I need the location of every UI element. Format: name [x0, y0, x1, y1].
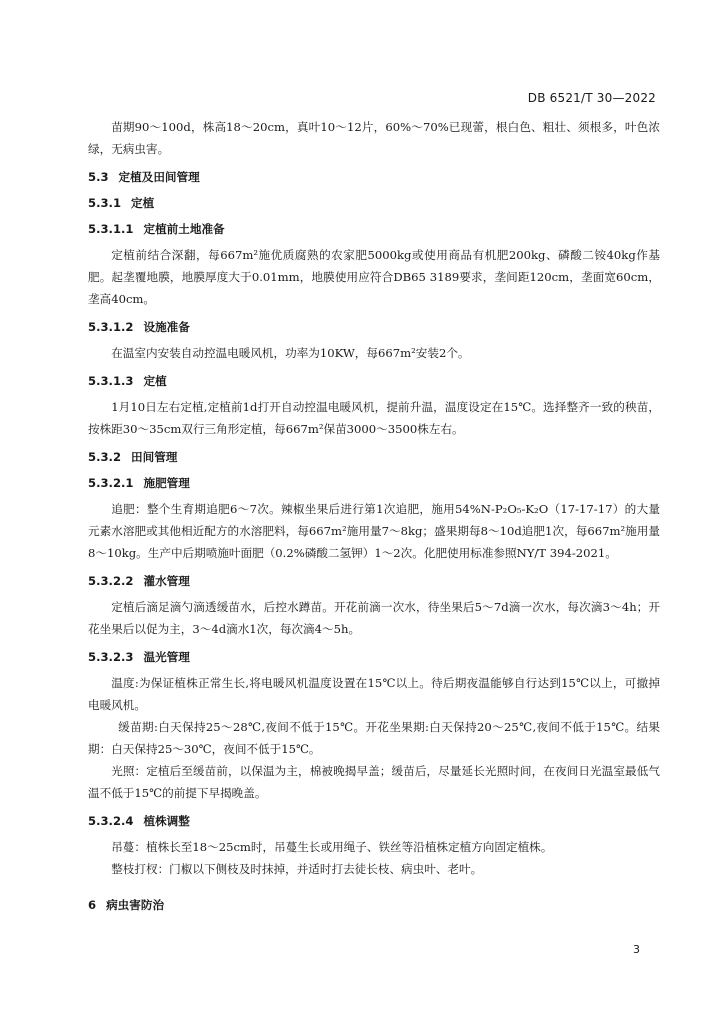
heading-number: 5.3.2.2 — [88, 574, 134, 588]
heading-title: 设施准备 — [143, 320, 190, 334]
paragraph-temperature: 温度:为保证植株正常生长,将电暖风机温度设置在15℃以上。待后期夜温能够自行达到15℃以上，可撤掉电暖风机。 — [88, 676, 660, 712]
heading-title: 植株调整 — [143, 814, 190, 828]
heading-title: 定植前土地准备 — [143, 222, 225, 236]
paragraph-light: 光照：定植后至缓苗前，以保温为主，棉被晚揭早盖；缓苗后，尽量延长光照时间，在夜间日光温室最低气温不低于15℃的前提下早揭晚盖。 — [88, 764, 660, 800]
heading-number: 5.3.1.3 — [88, 374, 134, 388]
heading-number: 5.3.1 — [88, 196, 122, 210]
paragraph-facility-preparation: 在温室内安装自动控温电暖风机，功率为10KW，每667m²安装2个。 — [111, 346, 470, 360]
page-number: 3 — [633, 943, 640, 956]
heading-5-3-2 — [88, 446, 660, 468]
heading-5-3-1-1 — [88, 218, 660, 240]
paragraph-vine-hanging: 吊蔓：植株长至18～25cm时，吊蔓生长或用绳子、铁丝等沿植株定植方向固定植株。 — [111, 840, 553, 854]
heading-title: 定植及田间管理 — [118, 170, 200, 184]
heading-5-3-1 — [88, 192, 660, 214]
paragraph-seedling-standard: 苗期90～100d，株高18～20cm，真叶10～12片，60%～70%已现蕾，根白色、粗壮、须根多，叶色浓绿，无病虫害。 — [88, 120, 660, 156]
heading-number: 5.3.2.1 — [88, 476, 134, 490]
heading-title: 施肥管理 — [143, 476, 190, 490]
heading-number: 5.3.2.4 — [88, 814, 134, 828]
heading-number: 5.3.2.3 — [88, 650, 134, 664]
heading-title: 定植 — [143, 374, 167, 388]
paragraph-irrigation: 定植后滴足滴勺滴透缓苗水，后控水蹲苗。开花前滴一次水，待坐果后5～7d滴一次水，每次滴3～4h；开花坐果后以促为主，3～4d滴水1次，每次滴4～5h。 — [88, 600, 660, 636]
paragraph-fertilization: 追肥：整个生育期追肥6～7次。辣椒坐果后进行第1次追肥，施用54%N-P₂O₅-K₂O（17-17-17）的大量元素水溶肥或其他相近配方的水溶肥料，每667m²施用量7～8kg；盛果期每8～10d追肥1次，每667m²施用量8～10kg。生产中后期喷施叶面肥（0.2%磷酸二氢钾）1～2次。化肥使用标准参照NY/T 394-2021。 — [88, 502, 660, 560]
heading-5-3-2-1 — [88, 472, 660, 494]
heading-5-3-2-2 — [88, 570, 660, 592]
paragraph-land-preparation: 定植前结合深翻，每667m²施优质腐熟的农家肥5000kg或使用商品有机肥200kg、磷酸二铵40kg作基肥。起垄覆地膜，地膜厚度大于0.01mm，地膜使用应符合DB65 3189要求，垄间距120cm，垄面宽60cm，垄高40cm。 — [88, 248, 660, 306]
heading-6 — [88, 894, 660, 916]
heading-number: 5.3.2 — [88, 450, 122, 464]
heading-5-3-2-3 — [88, 646, 660, 668]
paragraph-temperature-stages: 缓苗期:白天保持25～28℃,夜间不低于15℃。开花坐果期:白天保持20～25℃,夜间不低于15℃。结果期：白天保持25～30℃，夜间不低于15℃。 — [88, 720, 660, 756]
heading-5-3-1-3 — [88, 370, 660, 392]
heading-title: 田间管理 — [131, 450, 178, 464]
heading-title: 灌水管理 — [143, 574, 190, 588]
heading-5-3-2-4 — [88, 810, 660, 832]
heading-number: 5.3 — [88, 170, 109, 184]
heading-number: 6 — [88, 898, 97, 912]
paragraph-pruning: 整枝打杈：门椒以下侧枝及时抹掉，并适时打去徒长枝、病虫叶、老叶。 — [111, 862, 483, 876]
heading-number: 5.3.1.2 — [88, 320, 134, 334]
page-content — [88, 116, 660, 916]
heading-5-3 — [88, 166, 660, 188]
heading-title: 病虫害防治 — [106, 898, 165, 912]
heading-title: 定植 — [131, 196, 155, 210]
document-code: DB 6521/T 30—2022 — [527, 91, 656, 105]
paragraph-planting: 1月10日左右定植,定植前1d打开自动控温电暖风机，提前升温，温度设定在15℃。选择整齐一致的秧苗，按株距30～35cm双行三角形定植，每667m²保苗3000～3500株左右。 — [88, 400, 660, 436]
heading-5-3-1-2 — [88, 316, 660, 338]
heading-number: 5.3.1.1 — [88, 222, 134, 236]
heading-title: 温光管理 — [143, 650, 190, 664]
